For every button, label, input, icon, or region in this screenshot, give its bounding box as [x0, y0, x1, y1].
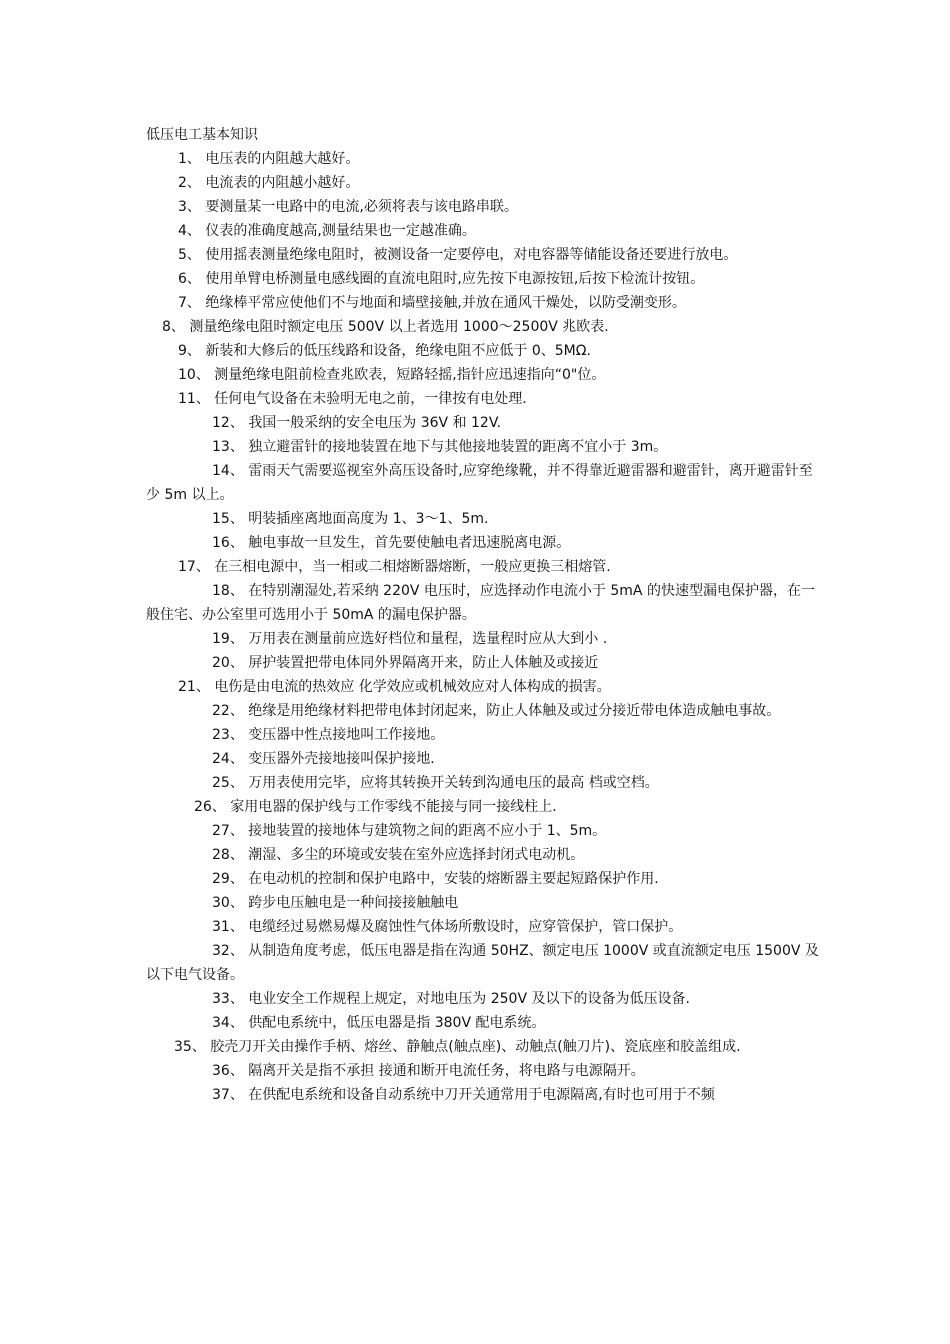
list-item: 24、 变压器外壳接地接叫保护接地.: [212, 751, 435, 767]
list-item: 19、 万用表在测量前应选好档位和量程，选量程时应从大到小 .: [212, 631, 608, 647]
list-item: 32、 从制造角度考虑，低压电器是指在沟通 50HZ、额定电压 1000V 或直流额定电压 1500V 及以下电气设备。: [146, 943, 819, 983]
list-item: 26、 家用电器的保护线与工作零线不能接与同一接线柱上.: [194, 799, 557, 815]
list-item: 36、 隔离开关是指不承担 接通和断开电流任务，将电路与电源隔开。: [212, 1063, 645, 1079]
list-item: 34、 供配电系统中，低压电器是指 380V 配电系统。: [212, 1015, 546, 1031]
list-item: 3、 要测量某一电路中的电流,必须将表与该电路串联。: [178, 199, 518, 215]
list-item: 9、 新装和大修后的低压线路和设备，绝缘电阻不应低于 0、5MΩ.: [178, 343, 591, 359]
list-item: 5、 使用摇表测量绝缘电阻时，被测设备一定要停电，对电容器等储能设备还要进行放电。: [178, 247, 738, 263]
list-item: 29、 在电动机的控制和保护电路中，安装的熔断器主要起短路保护作用.: [212, 871, 659, 887]
list-item: 11、 任何电气设备在未验明无电之前，一律按有电处理.: [178, 391, 527, 407]
list-item: 2、 电流表的内阻越小越好。: [178, 175, 360, 191]
list-item: 35、 胶壳刀开关由操作手柄、熔丝、静触点(触点座)、动触点(触刀片)、瓷底座和胶盖组成.: [174, 1039, 741, 1055]
list-item: 4、 仪表的准确度越高,测量结果也一定越准确。: [178, 223, 476, 239]
list-item: 31、 电缆经过易燃易爆及腐蚀性气体场所敷设时，应穿管保护，管口保护。: [212, 919, 683, 935]
list-item: 37、 在供配电系统和设备自动系统中刀开关通常用于电源隔离,有时也可用于不频: [212, 1087, 715, 1103]
list-item: 15、 明装插座离地面高度为 1、3～1、5m.: [212, 511, 489, 527]
list-item: 13、 独立避雷针的接地装置在地下与其他接地装置的距离不宜小于 3m。: [212, 439, 668, 455]
list-item: 20、 屏护装置把带电体同外界隔离开来，防止人体触及或接近: [212, 655, 599, 671]
list-item: 30、 跨步电压触电是一种间接接触触电: [212, 895, 459, 911]
list-item: 17、 在三相电源中，当一相或二相熔断器熔断，一般应更换三相熔管.: [178, 559, 611, 575]
list-item: 27、 接地装置的接地体与建筑物之间的距离不应小于 1、5m。: [212, 823, 607, 839]
list-item: 28、 潮湿、多尘的环境或安装在室外应选择封闭式电动机。: [212, 847, 585, 863]
list-item: 23、 变压器中性点接地叫工作接地。: [212, 727, 445, 743]
list-item: 22、 绝缘是用绝缘材料把带电体封闭起来，防止人体触及或过分接近带电体造成触电事故。: [212, 703, 781, 719]
list-item: 14、 雷雨天气需要巡视室外高压设备时,应穿绝缘靴，并不得靠近避雷器和避雷针，离开避雷针至少 5m 以上。: [146, 463, 813, 503]
list-item: 12、 我国一般采纳的安全电压为 36V 和 12V.: [212, 415, 502, 431]
list-item: 16、 触电事故一旦发生，首先要使触电者迅速脱离电源。: [212, 535, 571, 551]
list-item: 25、 万用表使用完毕，应将其转换开关转到沟通电压的最高 档或空档。: [212, 775, 659, 791]
list-item: 33、 电业安全工作规程上规定，对地电压为 250V 及以下的设备为低压设备.: [212, 991, 690, 1007]
list-item: 10、 测量绝缘电阻前检查兆欧表，短路轻摇,指针应迅速指向“0"位。: [178, 367, 606, 383]
list-item: 1、 电压表的内阻越大越好。: [178, 151, 360, 167]
list-item: 6、 使用单臂电桥测量电感线圈的直流电阻时,应先按下电源按钮,后按下检流计按钮。: [178, 271, 705, 287]
list-item: 18、 在特别潮湿处,若采纳 220V 电压时，应选择动作电流小于 5mA 的快速型漏电保护器，在一般住宅、办公室里可选用小于 50mA 的漏电保护器。: [146, 583, 815, 623]
list-item: 7、 绝缘棒平常应使他们不与地面和墙壁接触,并放在通风干燥处，以防受潮变形。: [178, 295, 686, 311]
document-body: [146, 123, 822, 1107]
list-item: 21、 电伤是由电流的热效应 化学效应或机械效应对人体构成的损害。: [178, 679, 611, 695]
document-title: 低压电工基本知识: [146, 127, 258, 143]
list-item: 8、 测量绝缘电阻时额定电压 500V 以上者选用 1000～2500V 兆欧表.: [162, 319, 609, 335]
